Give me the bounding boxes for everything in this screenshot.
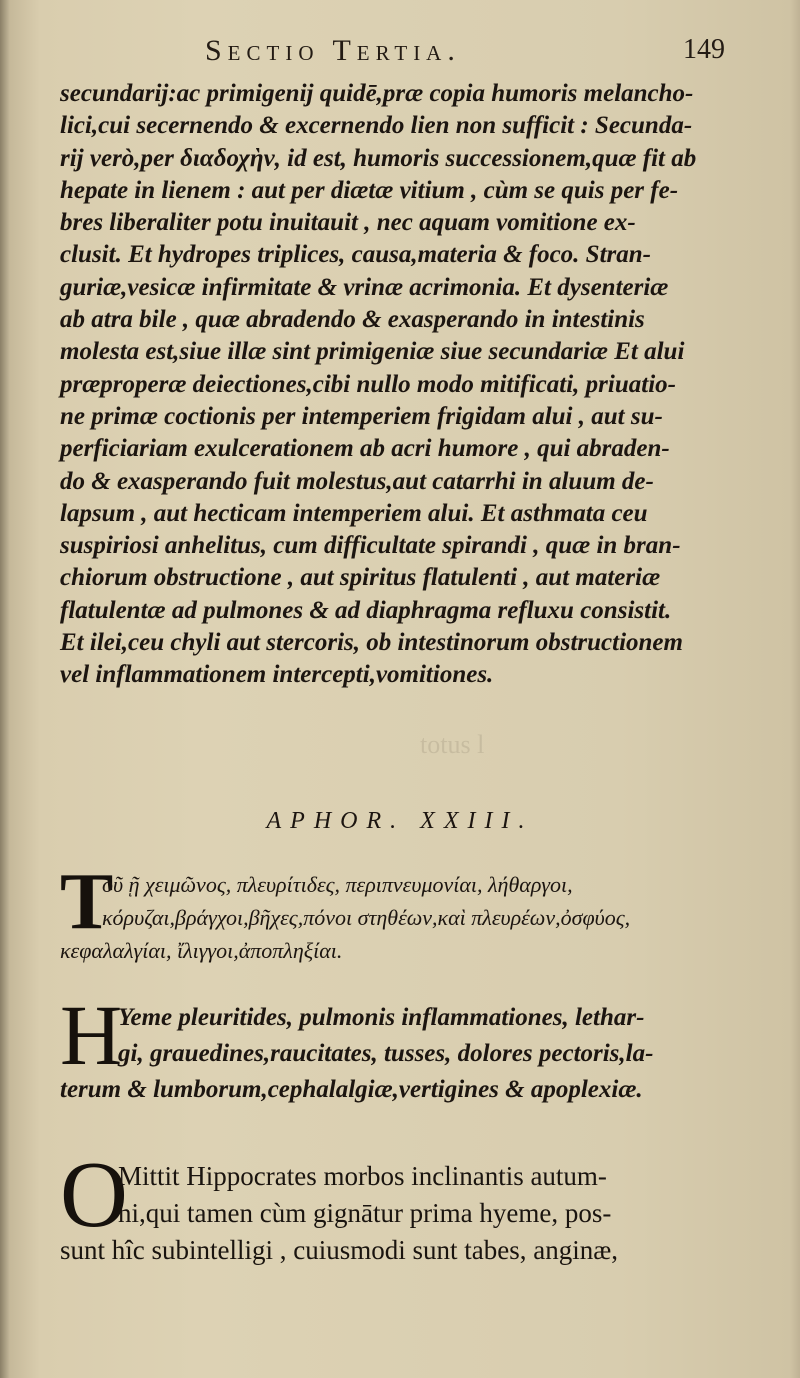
latin-line: terum & lumborum,cephalalgiæ,vertigines & apoplexiæ.	[60, 1076, 643, 1103]
greek-text	[60, 868, 762, 967]
text-line: flatulentæ ad pulmones & ad diaphragma refluxu consistit.	[60, 596, 672, 624]
text-line: suspiriosi anhelitus, cum difficultate spirandi , quæ in bran-	[60, 532, 681, 560]
greek-line: οῦ ῇ χειμῶνος, πλευρίτιδες, περιπνευμονίαι, λήθαργοι,	[102, 872, 573, 897]
text-line: vel inflammationem intercepti,vomitiones.	[60, 661, 494, 689]
text-line: Et ilei,ceu chyli aut stercoris, ob intestinorum obstructionem	[60, 629, 683, 657]
page-header	[0, 34, 800, 74]
text-line: chiorum obstructione , aut spiritus flatulenti , aut materiæ	[60, 564, 661, 592]
commentary-line: Mittit Hippocrates morbos inclinantis autum-	[118, 1161, 607, 1191]
commentary-initial-letter: O	[60, 1143, 128, 1247]
text-line: rij verò,per διαδοχὴν, id est, humoris successionem,quæ fit ab	[60, 144, 697, 172]
text-line: lapsum , aut hecticam intemperiem alui. Et asthmata ceu	[60, 499, 648, 527]
latin-aphorism-text	[60, 1000, 760, 1108]
latin-initial-letter: H	[60, 987, 123, 1083]
latin-line: Yeme pleuritides, pulmonis inflammationes, lethar-	[118, 1004, 645, 1031]
text-line: do & exasperando fuit molestus,aut catarrhi in aluum de-	[60, 467, 654, 495]
greek-initial-letter: T	[60, 858, 114, 946]
paragraph-continued	[60, 78, 760, 692]
commentary-paragraph	[60, 1143, 760, 1288]
text-line: ne primæ coctionis per intemperiem frigidam alui , aut su-	[60, 402, 663, 430]
commentary-line: ni,qui tamen cùm gignātur prima hyeme, pos-	[118, 1198, 612, 1228]
greek-aphorism	[60, 858, 760, 978]
greek-line: κεφαλαλγίαι, ἴλιγγοι,ἀποπληξίαι.	[60, 938, 343, 963]
commentary-text	[60, 1158, 760, 1269]
text-line: ab atra bile , quæ abradendo & exasperando in intestinis	[60, 306, 645, 334]
commentary-line: sunt hîc subintelligi , cuiusmodi sunt tabes, anginæ,	[60, 1235, 618, 1265]
text-line: secundarij:ac primigenij quidē,præ copia humoris melancho-	[60, 80, 694, 107]
latin-aphorism	[60, 987, 760, 1110]
text-line: molesta est,siue illæ sint primigeniæ siue secundariæ Et alui	[60, 338, 685, 366]
running-title: Sectio Tertia.	[205, 34, 461, 67]
text-line: præproperæ deiectiones,cibi nullo modo mitificati, priuatio-	[60, 370, 676, 398]
text-line: guriæ,vesicæ infirmitate & vrinæ acrimonia. Et dysenteriæ	[60, 273, 669, 301]
latin-line: gi, grauedines,raucitates, tusses, dolores pectoris,la-	[118, 1040, 654, 1067]
text-line: lici,cui secernendo & excernendo lien non sufficit : Secunda-	[60, 112, 693, 140]
text-line: perficiariam exulcerationem ab acri humore , qui abraden-	[60, 435, 670, 463]
text-line: hepate in lienem : aut per diætæ vitium , cùm se quis per fe-	[60, 176, 679, 204]
text-line: clusit. Et hydropes triplices, causa,materia & foco. Stran-	[60, 241, 651, 269]
page-number: 149	[683, 34, 725, 65]
aphorism-heading: APHOR. XXIII.	[266, 808, 534, 834]
page-gutter	[0, 0, 10, 1378]
greek-line: κόρυζαι,βράγχοι,βῆχες,πόνοι στηθέων,καὶ πλευρέων,ὀσφύος,	[102, 905, 631, 930]
show-through-text: totus l	[420, 730, 485, 759]
text-line: bres liberaliter potu inuitauit , nec aquam vomitione ex-	[60, 209, 636, 237]
